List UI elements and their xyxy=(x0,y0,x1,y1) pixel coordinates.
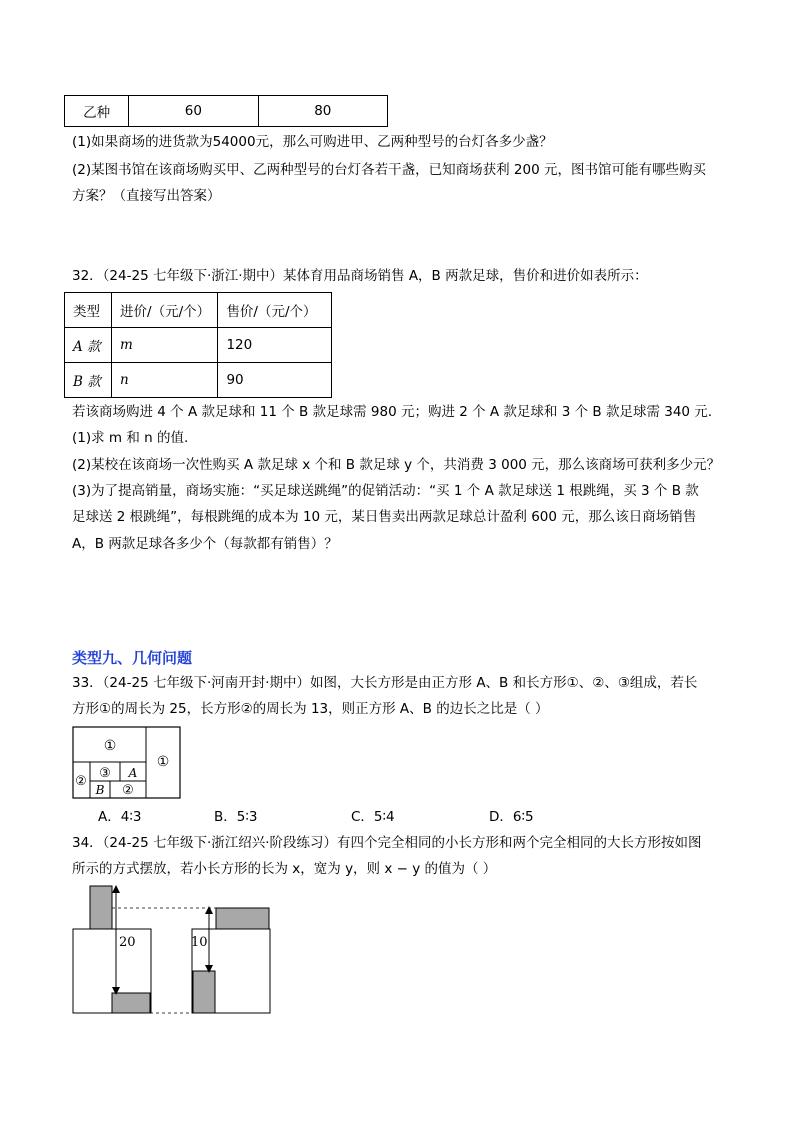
q32-part3-line1: (3)为了提高销量，商场实施：“买足球送跳绳”的促销活动：“买 1 个 A 款足球送 1 根跳绳，买 3 个 B 款 xyxy=(72,483,699,499)
label-r2b: ② xyxy=(122,783,134,798)
table-cell: B 款 xyxy=(65,363,112,398)
small-rectangle xyxy=(193,971,215,1013)
q32-part1: (1)求 m 和 n 的值. xyxy=(72,430,189,446)
label-r2: ② xyxy=(75,774,87,789)
q34-stem-line1: 34．（24-25 七年级下·浙江绍兴·阶段练习）有四个完全相同的小长方形和两个完全相同的大长方形按如图 xyxy=(72,835,702,851)
table-header: 进价/（元/个） xyxy=(112,293,218,328)
label-r1b: ① xyxy=(156,754,170,770)
table-cell: n xyxy=(112,363,218,398)
table-cell: 60 xyxy=(129,96,258,127)
table-header: 类型 xyxy=(65,293,112,328)
football-table xyxy=(64,292,332,398)
q32-condition: 若该商场购进 4 个 A 款足球和 11 个 B 款足球需 980 元；购进 2 个 A 款足球和 3 个 B 款足球需 340 元. xyxy=(72,404,713,420)
table-cell: 乙种 xyxy=(65,96,129,127)
small-rectangle xyxy=(216,908,269,929)
section-heading: 类型九、几何问题 xyxy=(72,649,193,667)
q33-figure xyxy=(72,726,182,800)
q33-option-a: A．4∶3 xyxy=(98,809,142,825)
table-cell: A 款 xyxy=(65,328,112,363)
q34-stem-line2: 所示的方式摆放，若小长方形的长为 x，宽为 y，则 x − y 的值为（ ） xyxy=(72,861,497,877)
table-cell: m xyxy=(112,328,218,363)
small-rectangle xyxy=(112,993,150,1013)
q31-part2-line1: (2)某图书馆在该商场购买甲、乙两种型号的台灯各若干盏，已知商场获利 200 元，图书馆可能有哪些购买 xyxy=(72,162,706,178)
left-dimension-label: 20 xyxy=(119,935,136,950)
right-dimension-label: 10 xyxy=(191,935,208,950)
q32-stem: 32．（24-25 七年级下·浙江·期中）某体育用品商场销售 A，B 两款足球，售价和进价如表所示： xyxy=(72,268,648,284)
table-row xyxy=(65,96,388,127)
q32-part3-line3: A，B 两款足球各多少个（每款都有销售）？ xyxy=(72,536,338,552)
label-r3: ③ xyxy=(99,766,111,781)
q32-part3-line2: 足球送 2 根跳绳”，每根跳绳的成本为 10 元，某日售卖出两款足球总计盈利 600 元，那么该日商场销售 xyxy=(72,509,697,525)
q31-part2-line2: 方案？（直接写出答案） xyxy=(72,188,221,204)
label-B: B xyxy=(95,783,105,797)
table-header-row xyxy=(65,293,332,328)
q31-part1: (1)如果商场的进货款为54000元，那么可购进甲、乙两种型号的台灯各多少盏？ xyxy=(72,134,553,150)
table-cell: 80 xyxy=(258,96,387,127)
q33-stem-line1: 33．（24-25 七年级下·河南开封·期中）如图，大长方形是由正方形 A、B 和长方形①、②、③组成，若长 xyxy=(72,675,698,691)
q33-stem-line2: 方形①的周长为 25，长方形②的周长为 13，则正方形 A、B 的边长之比是（ ） xyxy=(72,701,549,717)
lamp-table xyxy=(64,95,388,127)
table-row xyxy=(65,363,332,398)
table-cell: 90 xyxy=(218,363,332,398)
label-r1: ① xyxy=(103,738,117,754)
small-rectangle xyxy=(90,886,112,929)
q34-figure xyxy=(72,885,272,1015)
table-row xyxy=(65,328,332,363)
table-cell: 120 xyxy=(218,328,332,363)
label-A: A xyxy=(128,766,138,780)
q33-option-b: B．5∶3 xyxy=(214,809,258,825)
q33-option-c: C．5∶4 xyxy=(351,809,395,825)
q33-option-d: D．6∶5 xyxy=(489,809,534,825)
q32-part2: (2)某校在该商场一次性购买 A 款足球 x 个和 B 款足球 y 个，共消费 3 000 元，那么该商场可获利多少元？ xyxy=(72,457,721,473)
table-header: 售价/（元/个） xyxy=(218,293,332,328)
